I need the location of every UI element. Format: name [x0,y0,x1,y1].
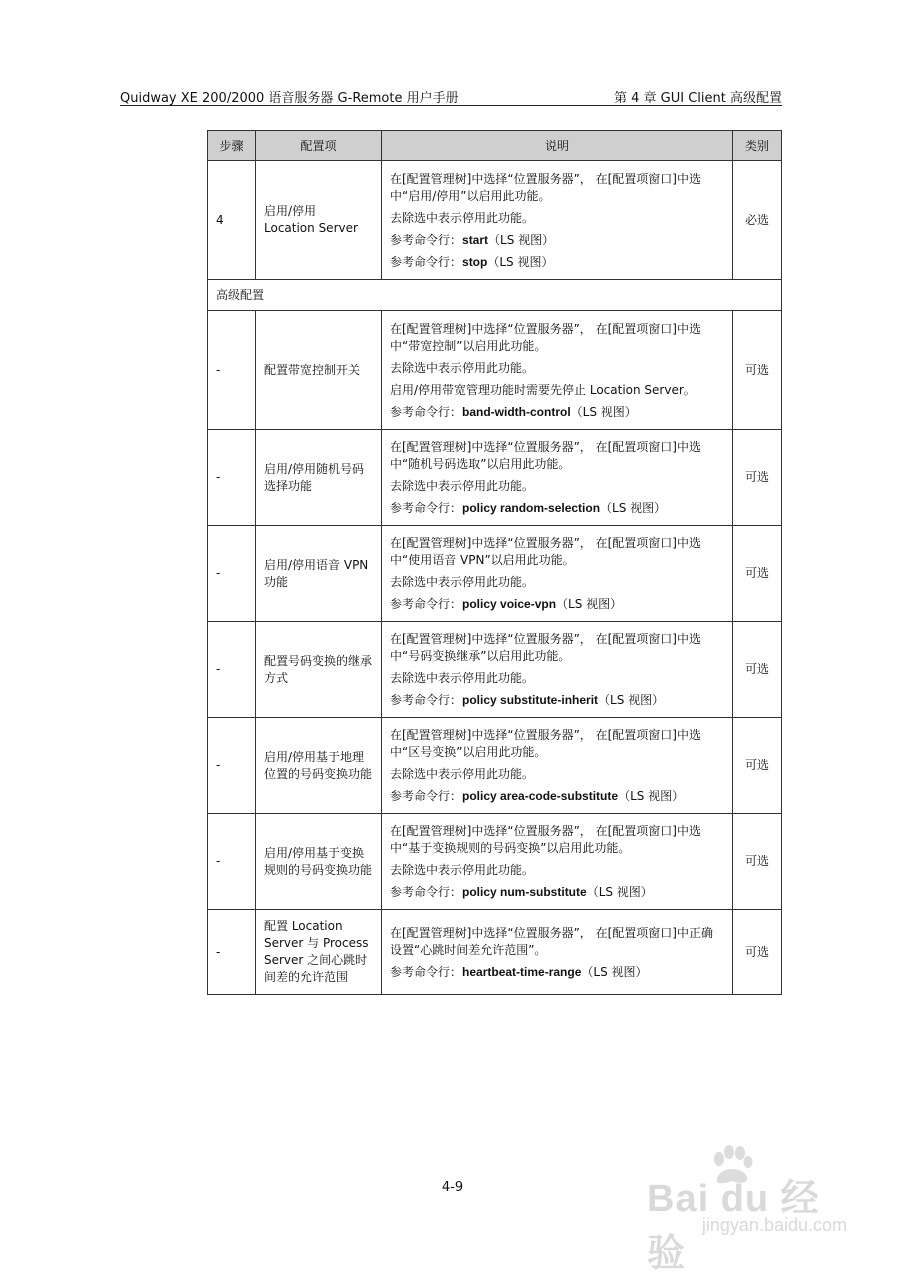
desc-line: 去除选中表示停用此功能。 [390,360,535,375]
table-row [208,526,782,622]
row-step: 4 [208,161,256,280]
desc-line: 去除选中表示停用此功能。 [390,479,535,493]
row-step: - [208,622,256,718]
table-row [208,814,782,910]
row-category: 可选 [733,910,782,995]
row-step: - [208,430,256,526]
row-item: 启用/停用基于地理位置的号码变换功能 [256,718,382,814]
cmd-text: band-width-control [462,404,571,419]
cmd-suffix: （LS 视图） [618,789,685,803]
desc-line: 启用/停用带宽管理功能时需要先停止 Location Server。 [390,382,696,397]
watermark-text: Bai du 经验 [647,1178,820,1275]
desc-line: 在[配置管理树]中选择“位置服务器”， 在[配置项窗口]中正确设置“心跳时间差允许范围”。 [390,925,713,957]
row-step: - [208,910,256,995]
desc-line: 在[配置管理树]中选择“位置服务器”， 在[配置项窗口]中选中“号码变换继承”以启用此功能。 [390,632,701,663]
cmd-line [390,788,724,805]
desc-line: 去除选中表示停用此功能。 [390,671,535,685]
row-desc [382,718,733,814]
col-cat-header: 类别 [733,131,782,161]
table-row [208,311,782,430]
section-title: 高级配置 [208,280,782,311]
cmd-text: policy random-selection [462,501,601,515]
cmd-prefix: 参考命令行： [390,964,463,979]
row-item-line: Location Server [264,221,358,235]
row-category: 必选 [733,161,782,280]
cmd-line [390,692,724,709]
cmd-line [390,884,724,901]
row-item: 配置号码变换的继承方式 [256,622,382,718]
row-desc [382,814,733,910]
watermark-url: jingyan.baidu.com [701,1215,847,1235]
cmd-prefix: 参考命令行： [390,404,463,419]
desc-line: 在[配置管理树]中选择“位置服务器”， 在[配置项窗口]中选中“随机号码选取”以启用此功能。 [390,440,701,471]
row-item: 启用/停用语音 VPN 功能 [256,526,382,622]
row-category: 可选 [733,718,782,814]
config-table [207,130,782,995]
header-title: Quidway XE 200/2000 语音服务器 G-Remote 用户手册 [120,91,459,106]
row-category: 可选 [733,526,782,622]
cmd-suffix: （LS 视图） [600,501,667,515]
table-row [208,430,782,526]
row-item: 配置带宽控制开关 [256,311,382,430]
row-step: - [208,814,256,910]
cmd-line [390,964,724,981]
cmd-text: start [462,232,489,247]
cmd-prefix: 参考命令行： [390,885,463,899]
table-header-row [208,131,782,161]
desc-line: 去除选中表示停用此功能。 [390,767,535,781]
row-item: 启用/停用基于变换规则的号码变换功能 [256,814,382,910]
desc-line: 在[配置管理树]中选择“位置服务器”， 在[配置项窗口]中选中“基于变换规则的号码变换”以启用此功能。 [390,824,701,855]
cmd-suffix: （LS 视图） [570,404,637,419]
cmd-text: heartbeat-time-range [462,964,582,979]
cmd-text: policy substitute-inherit [462,693,599,707]
row-category: 可选 [733,311,782,430]
row-category: 可选 [733,430,782,526]
watermark [647,1145,847,1275]
cmd-text: stop [462,254,488,269]
cmd-text: policy area-code-substitute [462,789,619,803]
row-desc [382,622,733,718]
desc-line: 在[配置管理树]中选择“位置服务器”， 在[配置项窗口]中选中“带宽控制”以启用此功能。 [390,321,701,353]
col-item-header: 配置项 [256,131,382,161]
cmd-prefix: 参考命令行： [390,254,463,269]
desc-line: 去除选中表示停用此功能。 [390,210,535,225]
header-rule [120,105,782,106]
cmd-prefix: 参考命令行： [390,597,463,611]
cmd-line [390,500,724,517]
table-row [208,622,782,718]
desc-line: 去除选中表示停用此功能。 [390,575,535,589]
row-item [256,161,382,280]
col-desc-header: 说明 [382,131,733,161]
cmd-line [390,596,724,613]
cmd-suffix: （LS 视图） [598,693,665,707]
col-step-header: 步骤 [208,131,256,161]
table-row [208,718,782,814]
cmd-line [390,254,724,271]
row-desc [382,910,733,995]
cmd-suffix: （LS 视图） [556,597,623,611]
row-desc [382,430,733,526]
row-category: 可选 [733,622,782,718]
row-desc [382,311,733,430]
cmd-prefix: 参考命令行： [390,232,463,247]
row-desc [382,161,733,280]
row-step: - [208,718,256,814]
cmd-text: policy num-substitute [462,885,587,899]
page-number: 4-9 [441,1180,464,1195]
cmd-text: policy voice-vpn [462,597,557,611]
row-desc [382,526,733,622]
cmd-line [390,404,724,421]
row-step: - [208,526,256,622]
cmd-prefix: 参考命令行： [390,789,463,803]
cmd-suffix: （LS 视图） [487,254,554,269]
cmd-suffix: （LS 视图） [581,964,648,979]
row-category: 可选 [733,814,782,910]
cmd-line [390,232,724,249]
desc-line: 去除选中表示停用此功能。 [390,863,535,877]
cmd-prefix: 参考命令行： [390,501,463,515]
desc-line: 在[配置管理树]中选择“位置服务器”， 在[配置项窗口]中选中“启用/停用”以启用此功能。 [390,171,701,203]
section-row [208,280,782,311]
desc-line: 在[配置管理树]中选择“位置服务器”， 在[配置项窗口]中选中“使用语音 VPN”以启用此功能。 [390,536,701,567]
row-item-line: 启用/停用 [264,204,317,218]
cmd-prefix: 参考命令行： [390,693,463,707]
desc-line: 在[配置管理树]中选择“位置服务器”， 在[配置项窗口]中选中“区号变换”以启用此功能。 [390,728,701,759]
header-chapter: 第 4 章 GUI Client 高级配置 [614,91,782,106]
cmd-suffix: （LS 视图） [488,232,555,247]
row-item: 启用/停用随机号码选择功能 [256,430,382,526]
cmd-suffix: （LS 视图） [586,885,653,899]
table-row [208,161,782,280]
row-item: 配置 Location Server 与 Process Server 之间心跳时间差的允许范围 [256,910,382,995]
table-row [208,910,782,995]
row-step: - [208,311,256,430]
